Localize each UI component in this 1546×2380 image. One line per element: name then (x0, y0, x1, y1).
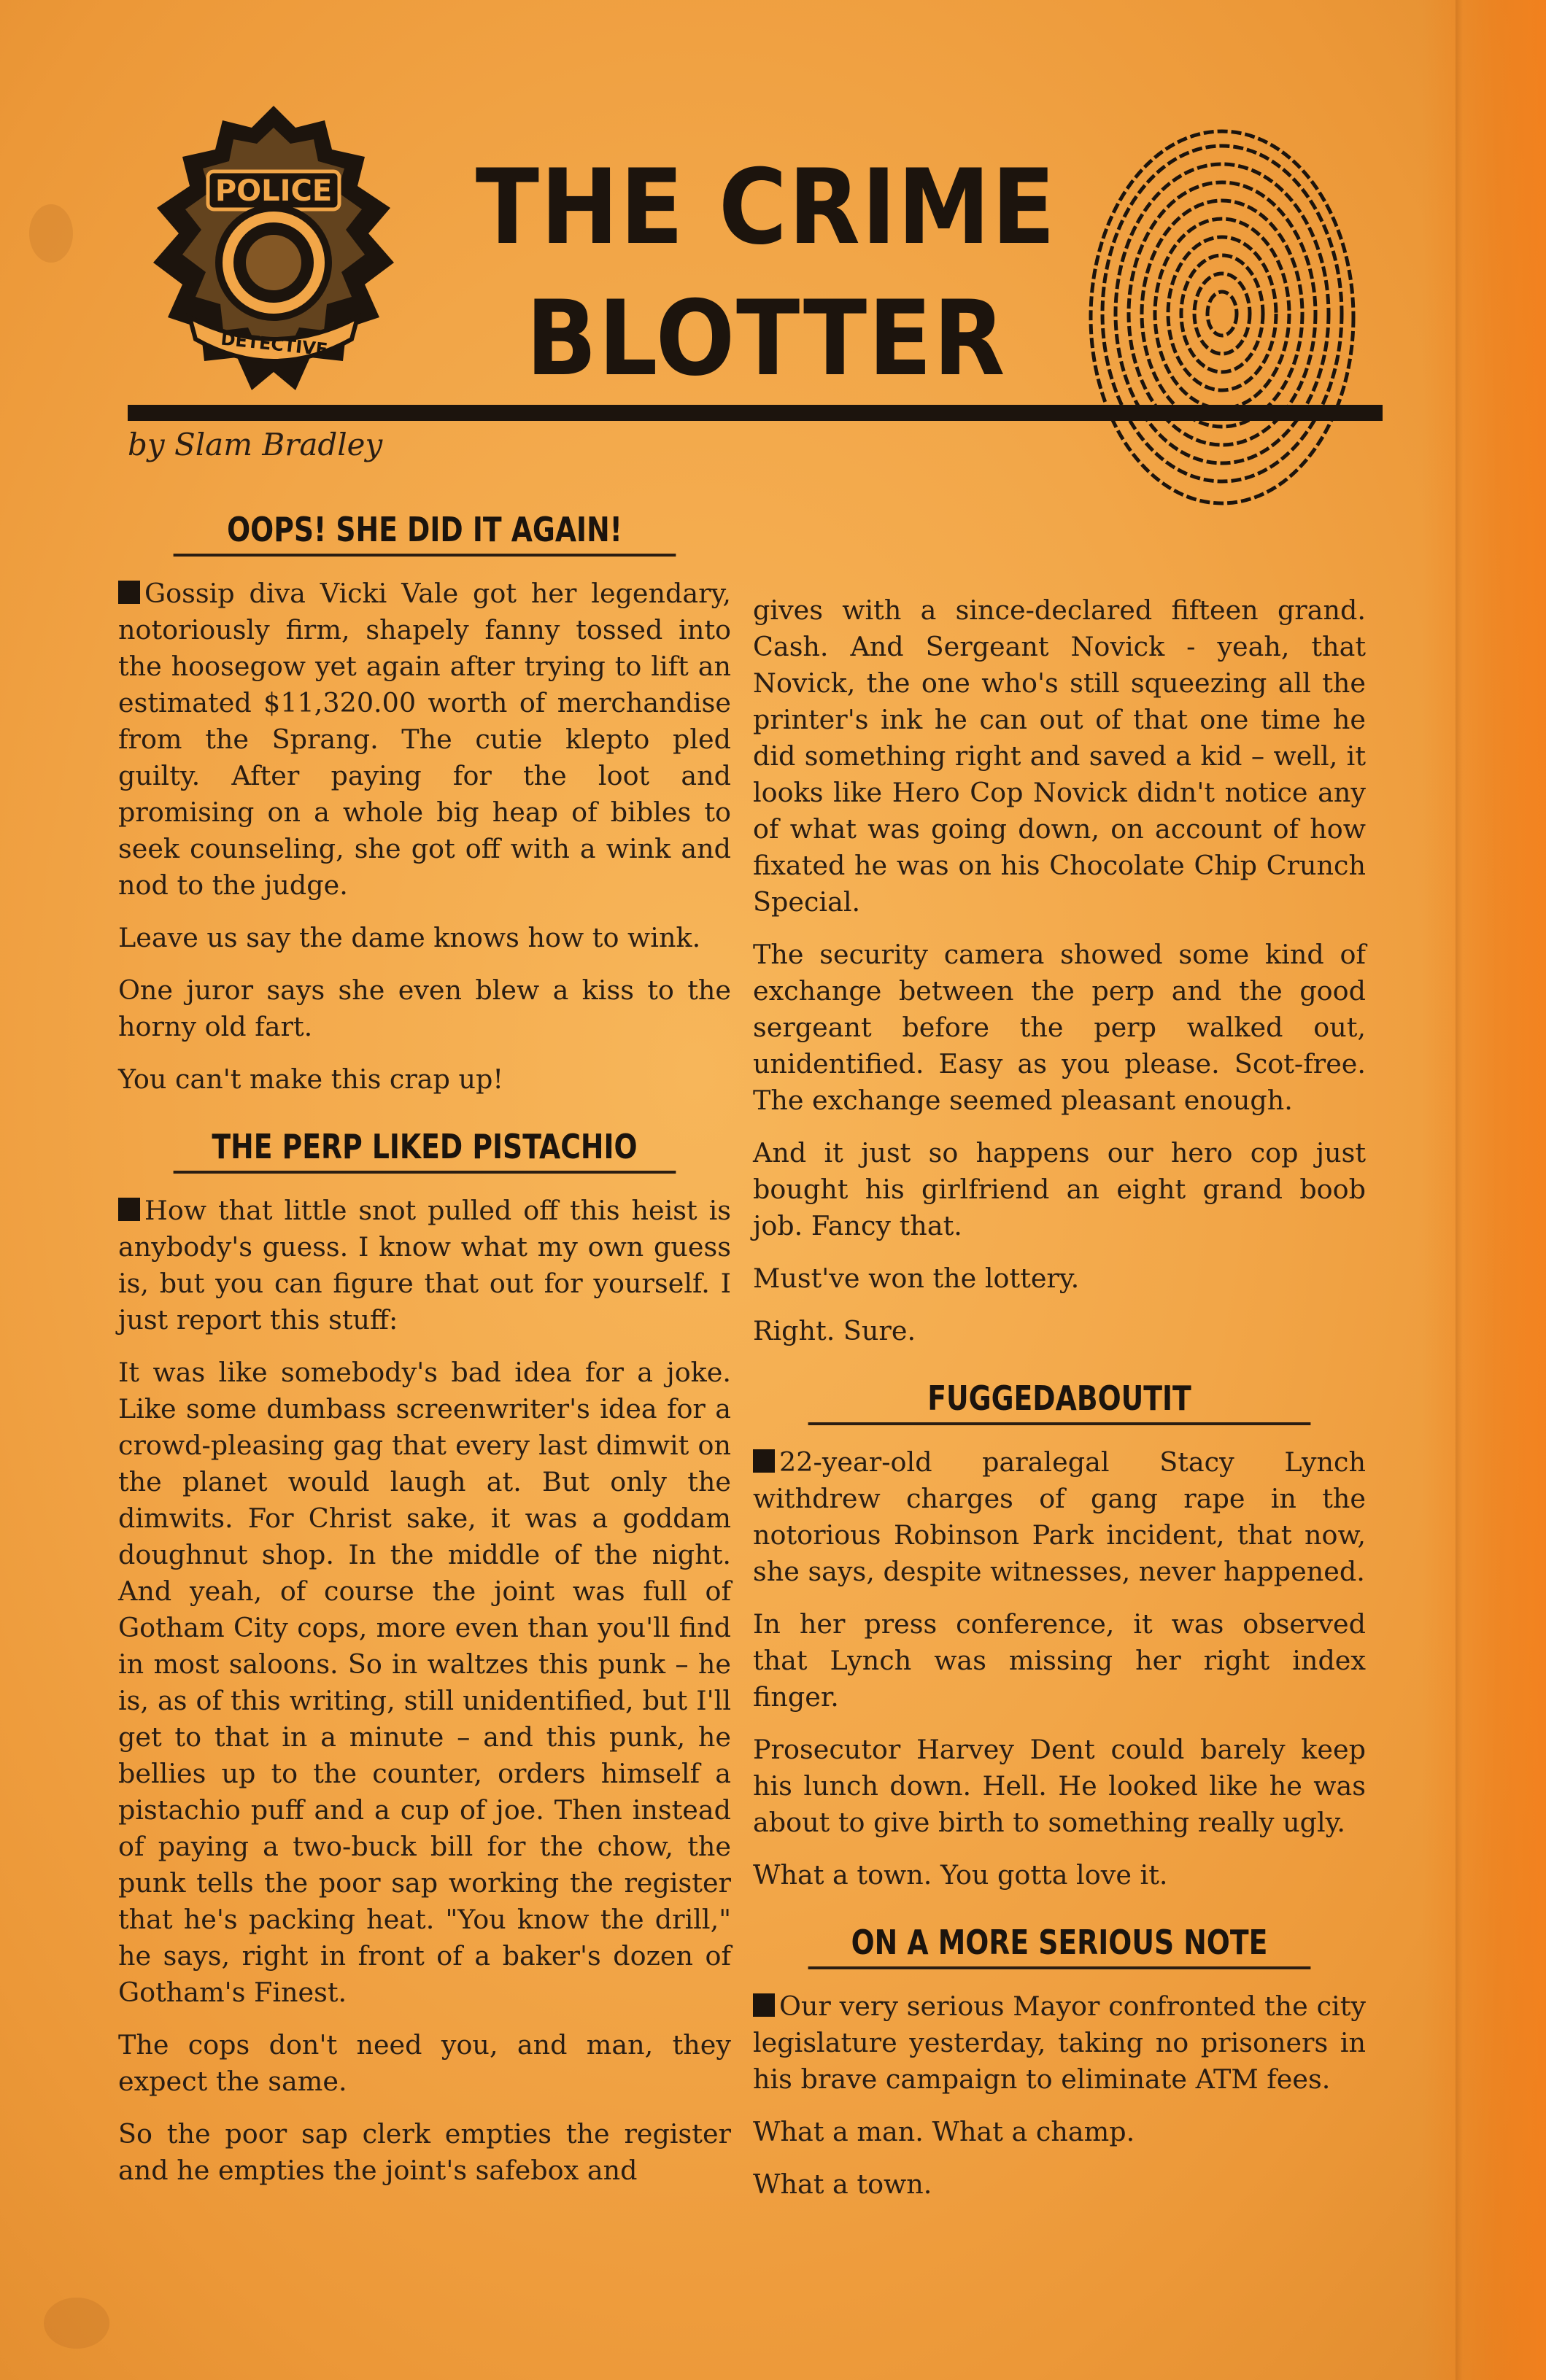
headline-fuggedaboutit: FUGGEDABOUTIT (808, 1376, 1311, 1425)
bullet-square-icon (753, 1449, 775, 1473)
headline-serious-note: ON A MORE SERIOUS NOTE (808, 1920, 1311, 1969)
paragraph (753, 1988, 1366, 2098)
paragraph: What a town. You gotta love it. (753, 1859, 1168, 1891)
header-rule (128, 405, 1383, 421)
paragraph: And it just so happens our hero cop just bought his girlfriend an eight grand boob job. Fancy that. (753, 1137, 1366, 1241)
paragraph: You can't make this crap up! (118, 1063, 504, 1095)
right-column (753, 592, 1366, 2219)
byline: by Slam Bradley (128, 427, 383, 462)
paragraph: What a man. What a champ. (753, 2116, 1135, 2147)
paragraph: One juror says she even blew a kiss to the horny old fart. (118, 974, 731, 1042)
left-column (118, 507, 731, 2205)
police-badge-icon (139, 98, 409, 412)
paragraph: The cops don't need you, and man, they expect the same. (118, 2029, 731, 2097)
paragraph-text: How that little snot pulled off this heist is anybody's guess. I know what my own guess is, but you can figure that out for yourself. I just report this stuff: (118, 1195, 731, 1336)
paragraph: In her press conference, it was observed that Lynch was missing her right index finger. (753, 1608, 1366, 1713)
paragraph: Must've won the lottery. (753, 1263, 1080, 1294)
paragraph: So the poor sap clerk empties the register and he empties the joint's safebox and (118, 2118, 731, 2186)
paragraph: The security camera showed some kind of exchange between the perp and the good sergeant before the perp walked out, unidentified. Easy as you please. Scot-free. The exchange seemed pleasant enough. (753, 939, 1366, 1116)
bullet-square-icon (753, 1993, 775, 2017)
badge-label-police: POLICE (214, 174, 333, 208)
title-line-1: THE CRIME (475, 147, 1057, 268)
page-title (471, 142, 1062, 405)
paragraph: It was like somebody's bad idea for a joke. Like some dumbass screenwriter's idea for a crowd-pleasing gag that every last dimwit on the planet would laugh at. But only the dimwits. For Christ sake, it was a goddam doughnut shop. In the middle of the night. And yeah, of course the joint was full of Gotham City cops, more even than you'll find in most saloons. So in waltzes this punk – he is, as of this writing, still unidentified, but I'll get to that in a minute – and this punk, he bellies up to the counter, orders himself a pistachio puff and a cup of joe. Then instead of paying a two-buck bill for the chow, the punk tells the poor sap working the register that he's packing heat. "You know the drill," he says, right in front of a baker's dozen of Gotham's Finest. (118, 1357, 731, 2008)
badge-label-detective: DETECTIVE (220, 328, 329, 360)
page-fold-shadow (1456, 0, 1463, 2380)
bullet-square-icon (118, 1198, 140, 1221)
title-line-2: BLOTTER (525, 279, 1007, 399)
fingerprint-icon (1087, 128, 1364, 522)
paragraph (118, 575, 731, 904)
paragraph: What a town. (753, 2168, 932, 2200)
paragraph-text: Our very serious Mayor confronted the city legislature yesterday, taking no prisoners in his brave campaign to eliminate ATM fees. (753, 1991, 1366, 2095)
paper-stain (29, 204, 73, 263)
paper-stain (44, 2298, 109, 2349)
headline-oops: OOPS! SHE DID IT AGAIN! (174, 507, 676, 557)
paragraph (753, 1444, 1366, 1590)
paragraph: gives with a since-declared fifteen grand. Cash. And Sergeant Novick - yeah, that Novick, the one who's still squeezing all the printer's ink he can out of that one time he did something right and saved a kid – well, it looks like Hero Cop Novick didn't notice any of what was going down, on account of how fixated he was on his Chocolate Chip Crunch Special. (753, 594, 1366, 918)
paragraph (118, 1193, 731, 1338)
paragraph: Right. Sure. (753, 1315, 916, 1346)
paragraph: Leave us say the dame knows how to wink. (118, 922, 701, 953)
paragraph-text: Gossip diva Vicki Vale got her legendary, notoriously firm, shapely fanny tossed into the hoosegow yet again after trying to lift an estimated $11,320.00 worth of merchandise from the Sprang. The cutie klepto pled guilty. After paying for the loot and promising on a whole big heap of bibles to seek counseling, she got off with a wink and nod to the judge. (118, 578, 731, 901)
paragraph-text: 22-year-old paralegal Stacy Lynch withdrew charges of gang rape in the notorious Robinson Park incident, that now, she says, despite witnesses, never happened. (753, 1446, 1366, 1587)
headline-perp: THE PERP LIKED PISTACHIO (174, 1124, 676, 1174)
paragraph: Prosecutor Harvey Dent could barely keep his lunch down. Hell. He looked like he was about to give birth to something really ugly. (753, 1734, 1366, 1838)
bullet-square-icon (118, 581, 140, 604)
